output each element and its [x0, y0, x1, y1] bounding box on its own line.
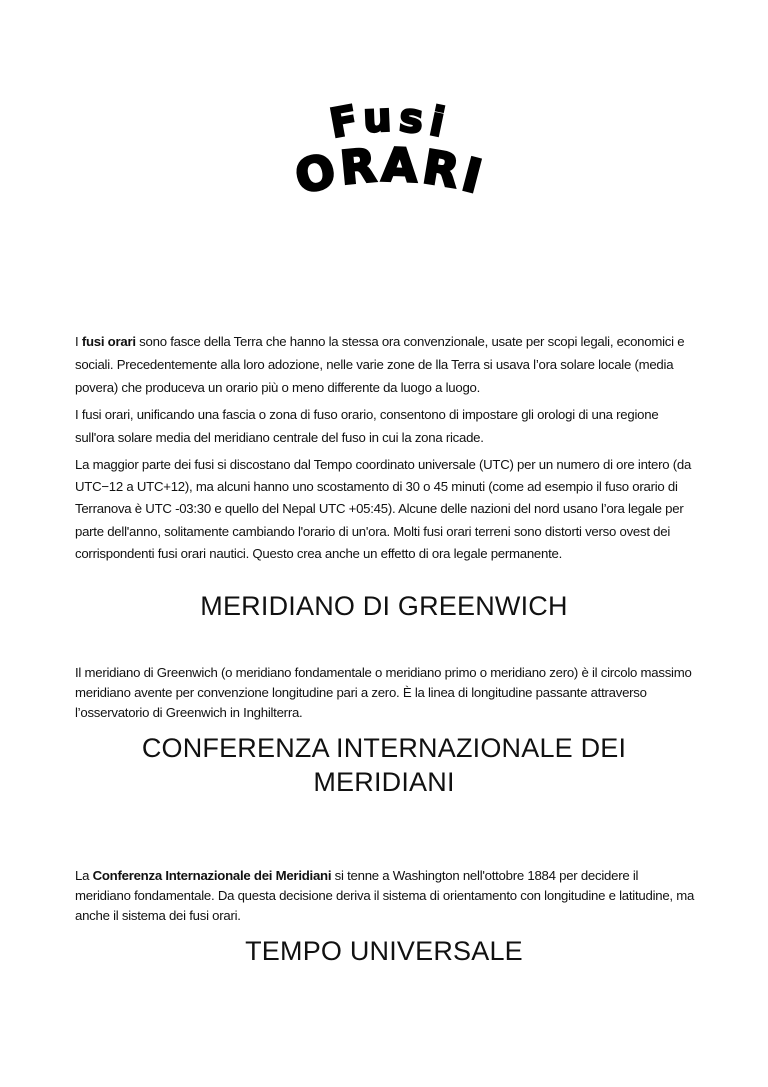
heading-conferenza-line2: MERIDIANI — [313, 767, 455, 797]
title-wordart — [260, 96, 520, 226]
heading-tempo-universale: TEMPO UNIVERSALE — [245, 936, 523, 966]
heading-conferenza-line1: CONFERENZA INTERNAZIONALE DEI — [141, 733, 627, 763]
heading-greenwich: MERIDIANO DI GREENWICH — [200, 591, 568, 621]
intro-bold-term: fusi orari — [81, 334, 136, 349]
heading-conferenza — [0, 731, 768, 799]
paragraph-conferenza — [75, 866, 695, 926]
conferenza-rest: si tenne a Washington nell'ottobre 1884 per decidere il meridiano fondamentale. Da questa decisione deriva il sistema di orientamento con longitudine e latitudine, ma anche il sistema dei fusi orari. — [75, 868, 695, 923]
intro-rest: sono fasce della Terra che hanno la stessa ora convenzionale, usate per scopi legali, economici e sociali. Precedentemente alla loro adozione, nelle varie zone de lla Terra si usava l’ora solare locale (media povera) che produceva un orario più o meno differente da luogo a luogo. — [75, 334, 685, 395]
conferenza-prefix: La — [75, 868, 93, 883]
paragraph-utc: La maggior parte dei fusi si discostano dal Tempo coordinato universale (UTC) per un numero di ore intero (da UTC−12 a UTC+12), ma alcuni hanno uno scostamento di 30 o 45 minuti (come ad esempio il fuso orario di Terranova è UTC -03:30 e quello del Nepal UTC +05:45). Alcune delle nazioni del nord usano l’ora legale per parte dell'anno, solitamente cambiando l'orario di un'ora. Molti fusi orari terreni sono distorti verso ovest dei corrispondenti fusi orari nautici. Questo crea anche un effetto di ora legale permanente. — [75, 457, 692, 561]
intro-paragraph — [75, 330, 695, 399]
paragraph-greenwich: Il meridiano di Greenwich (o meridiano fondamentale o meridiano primo o meridiano zero) è il circolo massimo meridiano avente per convenzione longitudine pari a zero. È la linea di longitudine passante attraverso l’osservatorio di Greenwich in Inghilterra. — [75, 665, 692, 720]
title-line2: ORARI — [290, 137, 491, 205]
title-wordart-graphic — [260, 96, 520, 226]
intro-prefix: I — [75, 334, 82, 349]
conferenza-bold-term: Conferenza Internazionale dei Meridiani — [92, 868, 332, 883]
title-line1: Fusi — [326, 96, 455, 148]
paragraph-unification: I fusi orari, unificando una fascia o zona di fuso orario, consentono di impostare gli orologi di una regione sull'ora solare media del meridiano centrale del fuso in cui la zona ricade. — [75, 407, 659, 445]
